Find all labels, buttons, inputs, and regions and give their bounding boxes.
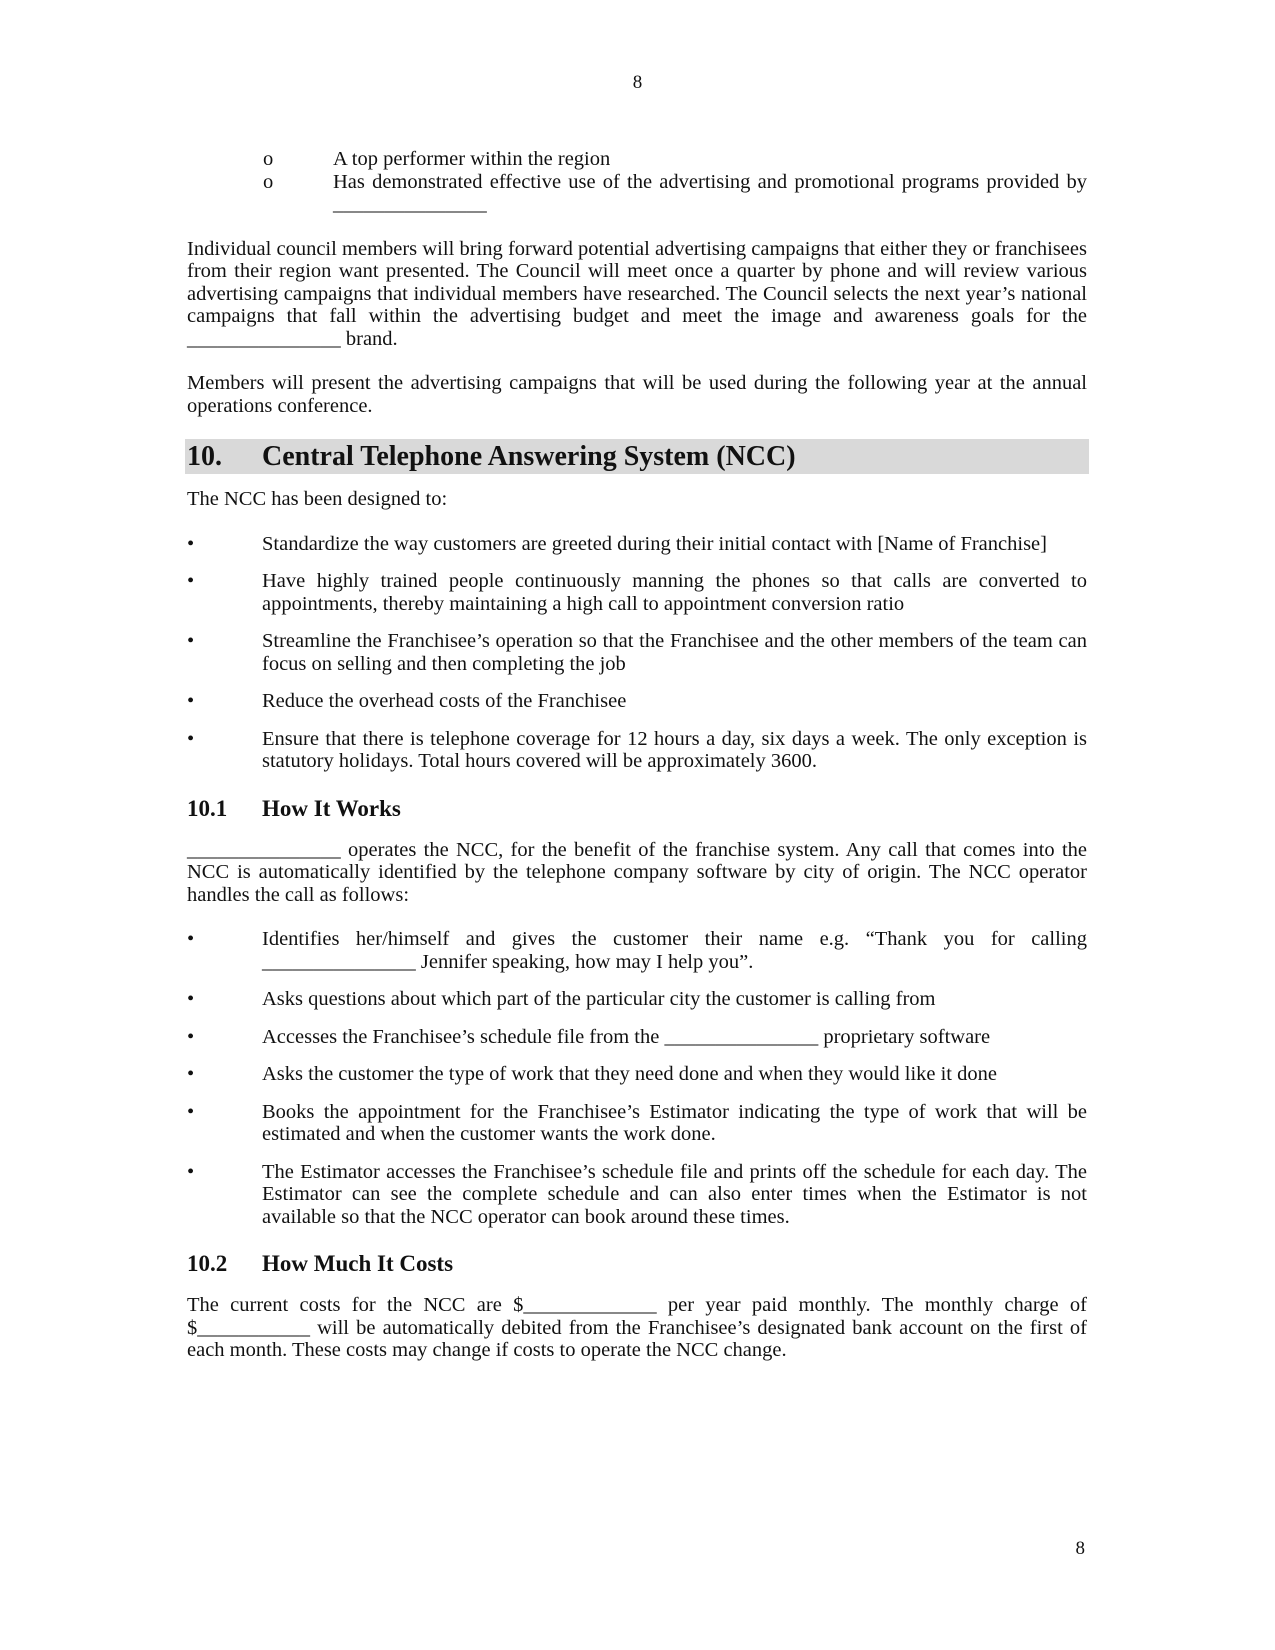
- list-item: [187, 1026, 1087, 1049]
- list-item-text: Accesses the Franchisee’s schedule file from the _______________ proprietary software: [262, 1025, 991, 1048]
- section-10-1-bullets: [187, 928, 1087, 1228]
- bullet-icon: •: [187, 690, 195, 712]
- bullet-icon: •: [187, 928, 195, 950]
- bullet-icon: •: [187, 1160, 195, 1183]
- list-item: [187, 171, 1087, 216]
- list-item: [187, 728, 1087, 773]
- list-item-text: A top performer within the region: [333, 148, 611, 170]
- list-item-text: Streamline the Franchisee’s operation so that the Franchisee and the other members of the team can focus on selling and then completing the job: [262, 630, 1087, 675]
- list-item-text: Asks the customer the type of work that they need done and when they would like it done: [262, 1063, 997, 1085]
- intro-sub-list: [187, 148, 1087, 216]
- document-body: [187, 148, 1087, 1362]
- bullet-icon: •: [187, 988, 195, 1010]
- circle-bullet-icon: o: [263, 148, 274, 170]
- list-item: [187, 690, 1087, 713]
- list-item: [187, 1101, 1087, 1146]
- page-number-bottom: 8: [1075, 1538, 1085, 1559]
- bullet-icon: •: [187, 727, 195, 750]
- list-item-text: Have highly trained people continuously manning the phones so that calls are converted to appointments, thereby maintaining a high call to appointment conversion ratio: [262, 570, 1087, 615]
- section-10-2-body: The current costs for the NCC are $_____________ per year paid monthly. The monthly charge of $___________ will be automatically debited from the Franchisee’s designated bank account on the first of each month. These costs may change if costs to operate the NCC change.: [187, 1294, 1087, 1361]
- bullet-icon: •: [187, 532, 195, 555]
- section-title: How It Works: [262, 795, 401, 821]
- list-item-text: Books the appointment for the Franchisee’s Estimator indicating the type of work that will be estimated and when the customer wants the work done.: [262, 1100, 1087, 1145]
- list-item: [187, 630, 1087, 675]
- section-title: How Much It Costs: [262, 1251, 454, 1276]
- section-10-bullets: [187, 533, 1087, 773]
- list-item: [187, 1161, 1087, 1229]
- list-item: [187, 533, 1087, 556]
- list-item: [187, 1063, 1087, 1086]
- list-item: [187, 570, 1087, 615]
- section-10-intro: The NCC has been designed to:: [187, 488, 448, 510]
- list-item-text: Identifies her/himself and gives the customer their name e.g. “Thank you for calling _______________ Jennifer speaking, how may I help you”.: [262, 928, 1087, 973]
- section-number: 10.2: [187, 1251, 228, 1276]
- section-title: Central Telephone Answering System (NCC): [262, 441, 796, 472]
- circle-bullet-icon: o: [263, 170, 274, 193]
- section-heading-10-1: [187, 795, 1087, 823]
- bullet-icon: •: [187, 1025, 195, 1048]
- bullet-icon: •: [187, 630, 195, 652]
- bullet-icon: •: [187, 570, 195, 592]
- section-heading-10-2: [187, 1250, 1087, 1278]
- section-heading-10: [185, 439, 1089, 474]
- page-number-top: 8: [632, 72, 643, 93]
- section-10-1-intro: _______________ operates the NCC, for the benefit of the franchise system. Any call that comes into the NCC is automatically identified by the telephone company software by city of origin. The NCC operator handles the call as follows:: [187, 838, 1087, 906]
- paragraph-members: Members will present the advertising campaigns that will be used during the following year at the annual operations conference.: [187, 372, 1087, 417]
- list-item: [187, 928, 1087, 973]
- list-item-text: Reduce the overhead costs of the Franchisee: [262, 690, 627, 712]
- list-item-text: Asks questions about which part of the particular city the customer is calling from: [262, 988, 936, 1010]
- bullet-icon: •: [187, 1100, 195, 1123]
- list-item: [187, 988, 1087, 1011]
- list-item-text: Standardize the way customers are greeted during their initial contact with [Name of Franchise]: [262, 532, 1047, 555]
- list-item-text: Ensure that there is telephone coverage for 12 hours a day, six days a week. The only exception is statutory holidays. Total hours covered will be approximately 3600.: [262, 727, 1087, 772]
- bullet-icon: •: [187, 1063, 195, 1085]
- list-item-text: The Estimator accesses the Franchisee’s schedule file and prints off the schedule for each day. The Estimator can see the complete schedule and can also enter times when the Estimator is not available so that the NCC operator can book around these times.: [262, 1160, 1087, 1228]
- list-item: [187, 148, 1087, 171]
- section-number: 10.: [187, 441, 222, 472]
- list-item-text: Has demonstrated effective use of the advertising and promotional programs provided by _______________: [333, 170, 1087, 215]
- paragraph-council: Individual council members will bring forward potential advertising campaigns that either they or franchisees from their region want presented. The Council will meet once a quarter by phone and will review various advertising campaigns that individual members have researched. The Council selects the next year’s national campaigns that fall within the advertising budget and meet the image and awareness goals for the _______________ brand.: [187, 237, 1087, 350]
- section-number: 10.1: [187, 795, 228, 821]
